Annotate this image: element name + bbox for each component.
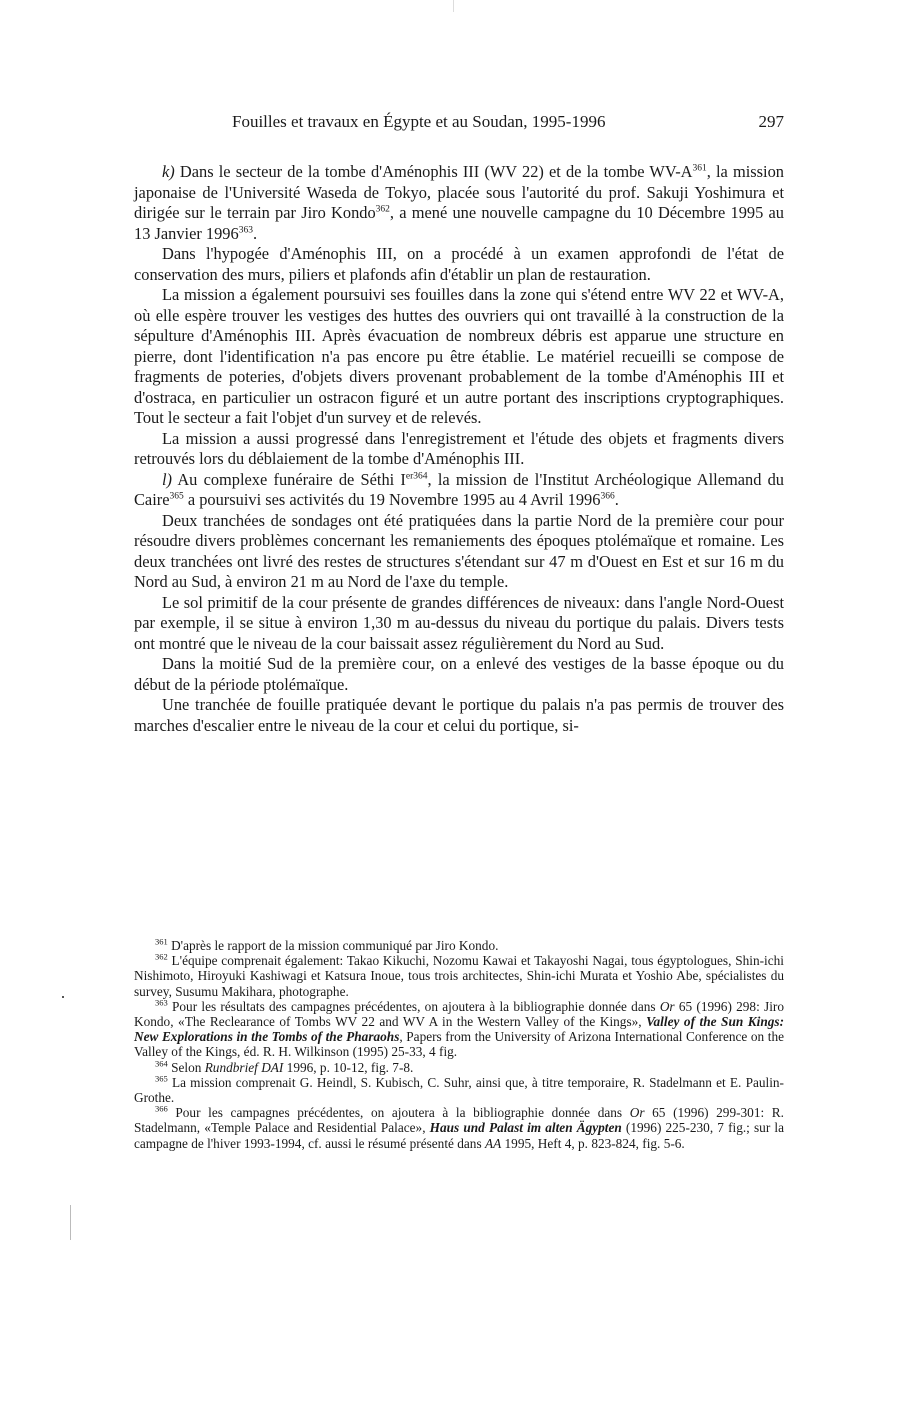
body-text: [134, 162, 784, 736]
paragraph: La mission a aussi progressé dans l'enregistrement et l'étude des objets et fragments divers retrouvés lors du déblaiement de la tombe d'Aménophis III.: [134, 428, 784, 468]
item-label-l: l): [162, 469, 173, 489]
scan-artifact-line: [70, 1205, 71, 1240]
footnote-number: 364: [155, 1058, 168, 1069]
footnotes: [134, 938, 784, 1151]
paragraph-l: l) Au complexe funéraire de Séthi $I^{er364}$, la mission de l'Institut Archéologique Allemand du Caire$^{365}$ a poursuivi ses activités du 19 Novembre 1995 au 4 Avril 1996$^{366}$.: [134, 469, 784, 509]
footnote-ref-361[interactable]: 361: [692, 163, 707, 174]
item-label-k: k): [162, 162, 175, 181]
journal-abbrev: Or: [629, 1105, 645, 1121]
footnote-362: $^{362}$ L'équipe comprenait également: Takao Kikuchi, Nozomu Kawai et Takayoshi Nagai, tous égyptologues, Shin-ichi Nishimoto, Hiroyuki Kashiwagi et Katsura Inoue, tous trois architectes, Shin-ichi Murata et Yoshio Abe, spécialistes du survey, Susumu Makihara, photographe.: [134, 951, 784, 999]
footnote-366: $^{366}$ Pour les campagnes précédentes, on ajoutera à la bibliographie donnée dans Or 65 (1996) 299-301: R. Stadelmann, «Temple Palace and Residential Palace», Haus und Palast im alten Ägypten (1996) 225-230, 7 fig.; sur la campagne de l'hiver 1993-1994, cf. aussi le résumé présenté dans AA 1995, Heft 4, p. 823-824, fig. 5-6.: [134, 1103, 784, 1151]
footnote-364: $^{364}$ Selon Rundbrief DAI 1996, p. 10-12, fig. 7-8.: [155, 1058, 414, 1075]
paragraph: Deux tranchées de sondages ont été pratiquées dans la partie Nord de la première cour pour résoudre divers problèmes concernant les remaniements des époques ptolémaïque et romaine. Les deux tranchées ont livré des restes de structures s'étendant sur 47 m d'Ouest en Est et sur 16 m du Nord au Sud, à environ 21 m au Nord de l'axe du temple.: [134, 510, 784, 591]
book-title: Valley of the Sun Kings: New Explorations in the Tombs of the Pharaohs: [134, 1014, 784, 1045]
paragraph: Le sol primitif de la cour présente de grandes différences de niveaux: dans l'angle Nord-Ouest par exemple, il se situe à environ 1,30 m au-dessus du niveau du portique du palais. Divers tests ont montré que le niveau de la cour baissait assez régulièrement du Nord au Sud.: [134, 592, 784, 653]
running-title: Fouilles et travaux en Égypte et au Soudan, 1995-1996: [232, 112, 606, 131]
footnote-ref-363[interactable]: 363: [238, 225, 253, 236]
paragraph: La mission a également poursuivi ses fouilles dans la zone qui s'étend entre WV 22 et WV-A, où elle espère trouver les vestiges des huttes des ouvriers qui ont travaillé à la construction de la sépulture d'Aménophis III. Après évacuation de nombreux débris est apparue une structure en pierre, dont l'identification n'a pas encore pu être établie. Le matériel recueilli se compose de fragments de poteries, d'objets divers provenant probablement de la tombe d'Aménophis III et d'ostraca, en particulier un ostracon figuré et un autre portant des inscriptions cryptographiques. Tout le secteur a fait l'objet d'un survey et de relevés.: [134, 285, 784, 427]
scan-artifact-dot: [62, 996, 64, 998]
journal-abbrev: AA: [484, 1135, 502, 1151]
ordinal-superscript: er: [405, 471, 414, 482]
paragraph: Dans la moitié Sud de la première cour, on a enlevé des vestiges de la basse époque ou du début de la période ptolémaïque.: [134, 654, 784, 694]
scan-artifact-tick: [453, 0, 454, 12]
paragraph: Une tranchée de fouille pratiquée devant le portique du palais n'a pas permis de trouver des marches d'escalier entre le niveau de la cour et celui du portique, si-: [134, 695, 784, 735]
footnote-ref-366[interactable]: 366: [600, 491, 615, 502]
footnote-ref-364[interactable]: 364: [413, 471, 428, 482]
footnote-ref-365[interactable]: 365: [169, 491, 184, 502]
book-title: Haus und Palast im alten Ägypten: [429, 1120, 622, 1136]
footnote-number: 361: [155, 936, 168, 947]
journal-title: Rundbrief DAI: [204, 1059, 284, 1075]
footnote-number: 363: [155, 997, 168, 1008]
journal-abbrev: Or: [659, 998, 675, 1014]
page: [134, 112, 784, 1151]
running-header: [232, 112, 784, 138]
footnote-ref-362[interactable]: 362: [375, 204, 390, 215]
footnote-365: $^{365}$ La mission comprenait G. Heindl, S. Kubisch, C. Suhr, ainsi que, à titre temporaire, R. Stadelmann et E. Paulin-Grothe.: [134, 1073, 784, 1106]
footnote-number: 365: [155, 1073, 168, 1084]
paragraph: Dans l'hypogée d'Aménophis III, on a procédé à un examen approfondi de l'état de conservation des murs, piliers et plafonds afin d'établir un plan de restauration.: [134, 244, 784, 284]
paragraph-k: k) Dans le secteur de la tombe d'Aménophis III (WV 22) et de la tombe $WV-A^{361}$, la mission japonaise de l'Université Waseda de Tokyo, placée sous l'autorité du prof. Sakuji Yoshimura et dirigée sur le terrain par Jiro Kondo$^{362}$, a mené une nouvelle campagne du 10 Décembre 1995 au 13 Janvier 1996$^{363}$.: [134, 162, 784, 243]
footnote-361: $^{361}$ D'après le rapport de la mission communiqué par Jiro Kondo.: [155, 936, 499, 953]
page-number: 297: [758, 112, 784, 131]
footnote-number: 366: [155, 1103, 168, 1114]
footnote-number: 362: [155, 951, 168, 962]
footnote-363: $^{363}$ Pour les résultats des campagnes précédentes, on ajoutera à la bibliographie donnée dans Or 65 (1996) 298: Jiro Kondo, «The Reclearance of Tombs WV 22 and WV A in the Western Valley of the Kings», Valley of the Sun Kings: New Explorations in the Tombs of the Pharaohs, Papers from the University of Arizona International Conference on the Valley of the Kings, éd. R. H. Wilkinson (1995) 25-33, 4 fig.: [134, 997, 784, 1060]
